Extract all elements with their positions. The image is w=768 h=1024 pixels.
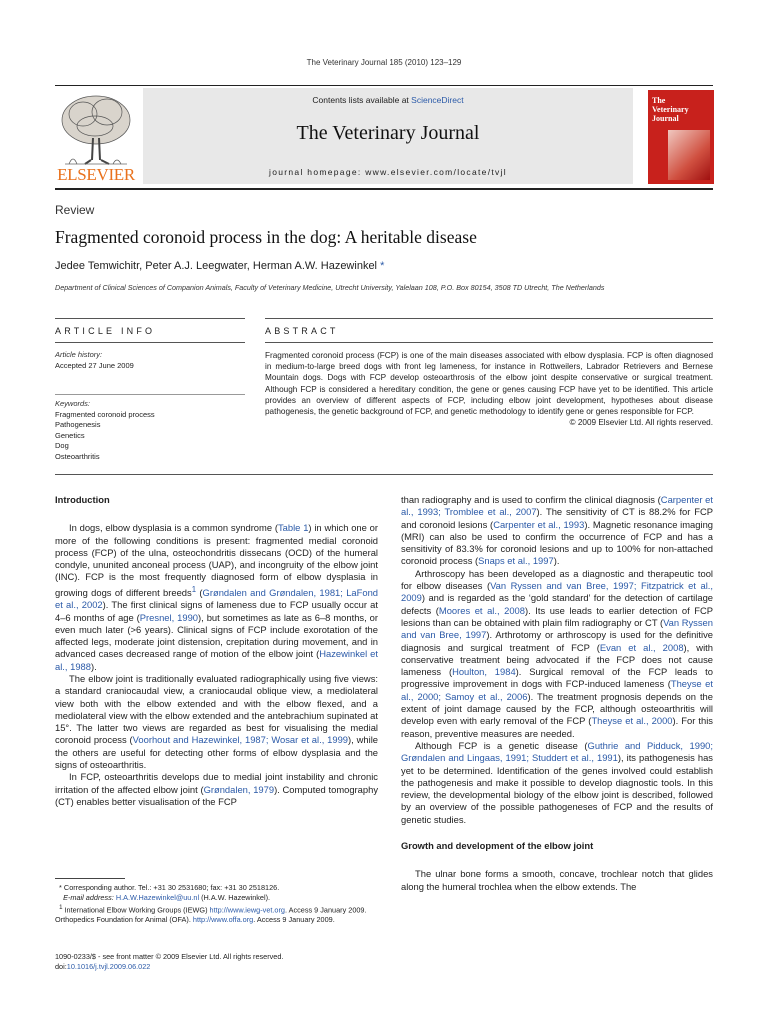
paragraph: In FCP, osteoarthritis develops due to medial joint instability and chronic irritation of the affected elbow joint (Grøndalen, 1979). Computed tomography (CT) enables better visualisation of the FCP xyxy=(55,771,379,807)
keywords-label: Keywords: xyxy=(55,399,91,408)
article-title: Fragmented coronoid process in the dog: A heritable disease xyxy=(55,227,477,247)
author-affiliation: Department of Clinical Sciences of Companion Animals, Faculty of Veterinary Medicine, Utrecht University, Yalelaan 108, P.O. Box 80154, 3508 TD Utrecht, The Netherlands xyxy=(55,283,605,292)
introduction-heading: Introduction xyxy=(55,494,110,505)
history-value: Accepted 27 June 2009 xyxy=(55,360,134,370)
paragraph: Although FCP is a genetic disease (Guthrie and Pidduck, 1990; Grøndalen and Lingaas, 1991; Studdert et al., 1991), its pathogenesis has yet to be determined. Identification of the genes involved could establish the pathogenesis and make it possible to develop diagnostic tools. In this review, the developmental biology of the elbow joint is described, followed by an overview of the possible pathogeneses of FCP and the results of genetic studies. xyxy=(401,739,713,825)
article-info-rule xyxy=(55,318,245,319)
abstract-body xyxy=(265,350,713,428)
abstract-text: Fragmented coronoid process (FCP) is one of the main diseases associated with elbow dysplasia. FCP is often diagnosed in medium-to-large breed dogs with front leg lameness, for instance in Rottweilers, Labrador Retrievers and Bernese Mountain dogs. Dogs with FCP develop osteoarthrosis of the elbow joint despite conservative or surgical treatment. Although FCP is considered a hereditary condition, the gene or genes causing FCP have yet to be identified. This article provides an overview of different aspects of FCP, including elbow joint development, hypotheses about disease pathogenesis, the genetic background of FCP, and genetic methodology to identify gene or genes responsible for FCP. xyxy=(265,351,713,417)
contents-prefix: Contents lists available at xyxy=(312,95,412,105)
sciencedirect-link[interactable]: ScienceDirect xyxy=(411,95,464,105)
article-history xyxy=(55,350,134,371)
growth-section-heading: Growth and development of the elbow joint xyxy=(401,840,594,852)
footnotes xyxy=(55,883,378,925)
header-rule-bottom xyxy=(55,188,713,190)
citation-link[interactable]: Grøndalen and Grøndalen, 1981; LaFond et al., 2002 xyxy=(55,586,378,611)
keyword: Osteoarthritis xyxy=(55,451,100,461)
keywords-block xyxy=(55,399,155,462)
author-names: Jedee Temwichitr, Peter A.J. Leegwater, Herman A.W. Hazewinkel xyxy=(55,260,378,272)
article-info-heading: ARTICLE INFO xyxy=(55,326,156,336)
citation-link[interactable]: Van Ryssen and van Bree, 1997 xyxy=(401,616,713,641)
citation-link[interactable]: Theyse et al., 2000 xyxy=(591,715,673,727)
history-label: Article history: xyxy=(55,350,103,359)
corresponding-author-mark[interactable]: * xyxy=(377,260,385,272)
contents-line xyxy=(143,95,633,105)
abstract-rule-2 xyxy=(265,342,713,343)
journal-citation: The Veterinary Journal 185 (2010) 123–129 xyxy=(306,58,462,67)
elsevier-wordmark: ELSEVIER xyxy=(57,165,135,184)
citation-link[interactable]: Moores et al., 2008 xyxy=(438,604,525,616)
body-column-right xyxy=(401,494,713,893)
citation-link[interactable]: Carpenter et al., 1993; Tromblee et al., 2007 xyxy=(401,494,713,518)
footnote-corresponding: * Corresponding author. Tel.: +31 30 2531680; fax: +31 30 2518126. xyxy=(55,883,280,892)
citation-link[interactable]: Evan et al., 2008 xyxy=(599,641,684,653)
citation-link[interactable]: Carpenter et al., 1993 xyxy=(493,518,585,530)
footnote-rule xyxy=(55,878,125,879)
citation-link[interactable]: Hazewinkel et al., 1988 xyxy=(55,648,378,672)
citation-link[interactable]: Grøndalen, 1979 xyxy=(203,783,275,795)
footnote-1: $^1$ International Elbow Working Groups (IEWG) http://www.iewg-vet.org. Access 9 January 2009. Orthopedics Foundation for Animal (OFA). http://www.offa.org. Access 9 January 2009. xyxy=(55,903,367,924)
issn-doi xyxy=(55,952,378,972)
citation-link[interactable]: Theyse et al., 2000; Samoy et al., 2006 xyxy=(401,678,713,702)
footnote-1-ref[interactable]: 1 xyxy=(191,584,197,594)
doi-line: doi:10.1016/j.tvjl.2009.06.022 xyxy=(55,962,151,971)
table-1-link[interactable]: Table 1 xyxy=(277,522,309,534)
cover-image xyxy=(668,130,710,180)
paragraph: The ulnar bone forms a smooth, concave, trochlear notch that glides along the humeral trochlea when the elbow extends. The xyxy=(401,868,713,892)
citation-link[interactable]: Houlton, 1984 xyxy=(452,666,516,678)
cover-title-line: The xyxy=(652,96,666,105)
header-rule-top xyxy=(55,85,713,86)
abstract-heading: ABSTRACT xyxy=(265,326,339,336)
cover-title-line: Journal xyxy=(652,114,679,123)
iewg-link[interactable]: http://www.iewg-vet.org xyxy=(209,905,285,915)
journal-homepage[interactable]: journal homepage: www.elsevier.com/locate/tvjl xyxy=(269,167,507,177)
keywords-rule xyxy=(55,394,245,395)
paragraph: Arthroscopy has been developed as a diagnostic and therapeutic tool for elbow diseases (Van Ryssen and van Bree, 1997; Fitzpatrick et al., 2009) and is regarded as the ‘gold standard’ for the detection of cartilage defects (Moores et al., 2008). Its use leads to earlier detection of FCP lesions than can be obtained with plain film radiography or CT (Van Ryssen and van Bree, 1997). Arthrotomy or arthroscopy is used for the definitive diagnosis and surgical treatment of FCP (Evan et al., 2008), with conservative treatment being advocated if the FCP does not cause lameness (Houlton, 1984). Surgical removal of the FCP leads to progressive improvement in dogs with FCP-induced lameness (Theyse et al., 2000; Samoy et al., 2006). The treatment prognosis depends on the extent of joint damage caused by the FCP, although osteoarthritis will develop even with early removal of the FCP (Theyse et al., 2000). For this reason, preventive measures are needed. xyxy=(401,567,714,739)
cover-title-line: Veterinary xyxy=(652,105,689,114)
body-column-left xyxy=(55,494,378,808)
keyword: Dog xyxy=(55,441,69,450)
article-authors xyxy=(55,260,384,272)
keyword: Genetics xyxy=(55,430,85,440)
article-info-rule-2 xyxy=(55,342,245,343)
abstract-copyright: © 2009 Elsevier Ltd. All rights reserved. xyxy=(569,418,713,428)
footnote-email: E-mail address: H.A.W.Hazewinkel@uu.nl (H.A.W. Hazewinkel). xyxy=(63,892,271,902)
cover-title xyxy=(652,96,689,123)
doi-link[interactable]: 10.1016/j.tvjl.2009.06.022 xyxy=(66,962,151,971)
keyword: Pathogenesis xyxy=(55,420,101,429)
paragraph: than radiography and is used to confirm the clinical diagnosis (Carpenter et al., 1993; Tromblee et al., 2007). The sensitivity of CT is 88.2% for FCP and coronoid lesions (Carpenter et al., 1993). Magnetic resonance imaging (MRI) can also be used to confirm the occurrence of FCP and has a sensitivity of 83.3% for coronoid lesions and up to 100% for non-attached coronoid process (Snaps et al., 1997). xyxy=(401,494,713,567)
journal-title: The Veterinary Journal xyxy=(296,122,480,144)
author-email-link[interactable]: H.A.W.Hazewinkel@uu.nl xyxy=(115,892,200,902)
paragraph: In dogs, elbow dysplasia is a common syndrome (Table 1) in which one or more of the following conditions is present: fragmented medial coronoid process (FCP) of the ulna, osteochondritis dissecans (OCD) of the humeral condyle, ununited anconeal process (UAP), and incongruity of the elbow joint (INC). FCP is the most frequently diagnosed form of elbow dysplasia in growing dogs of different breeds$^1$ (Grøndalen and Grøndalen, 1981; LaFond et al., 2002). The first clinical signs of lameness due to FCP usually occur at 4–6 months of age (Presnel, 1990), but sometimes as late as 6–8 months, or even much later (>6 years). Clinical signs of FCP include exorotation of the affected legs, moderate joint distension, crepitation during movement, and in advanced cases decreased range of motion of the elbow joint (Hazewinkel et al., 1988). xyxy=(55,522,379,672)
offa-link[interactable]: http://www.offa.org xyxy=(192,914,254,924)
paragraph: The elbow joint is traditionally evaluated radiographically using five views: a standard craniocaudal view, a craniocaudal oblique view, a mediolateral view both with the elbow extended and with the elbow flexed, and a mediolateral view with the elbow extended and the antebrachium supinated at 15°. The latter two views are regarded as best for visualising the medial coronoid process (Voorhout and Hazewinkel, 1987; Wosar et al., 1999), while the others are useful for detecting other forms of elbow dysplasia and the signs of osteoarthritis. xyxy=(55,672,378,771)
citation-link[interactable]: Van Ryssen and van Bree, 1997; Fitzpatrick et al., 2009 xyxy=(401,580,714,604)
citation-link[interactable]: Guthrie and Pidduck, 1990; Grøndalen and Lingaas, 1991; Studdert et al., 1991 xyxy=(401,739,713,764)
issn-line: 1090-0233/$ - see front matter © 2009 Elsevier Ltd. All rights reserved. xyxy=(55,952,284,961)
keyword: Fragmented coronoid process xyxy=(55,409,155,419)
citation-link[interactable]: Snaps et al., 1997 xyxy=(478,555,554,567)
abstract-rule xyxy=(265,318,713,319)
citation-link[interactable]: Voorhout and Hazewinkel, 1987; Wosar et al., 1999 xyxy=(132,734,349,746)
abstract-bottom-rule xyxy=(55,474,713,475)
article-section-type: Review xyxy=(55,203,95,217)
journal-cover-thumbnail xyxy=(648,90,714,184)
citation-link[interactable]: Presnel, 1990 xyxy=(139,611,199,623)
